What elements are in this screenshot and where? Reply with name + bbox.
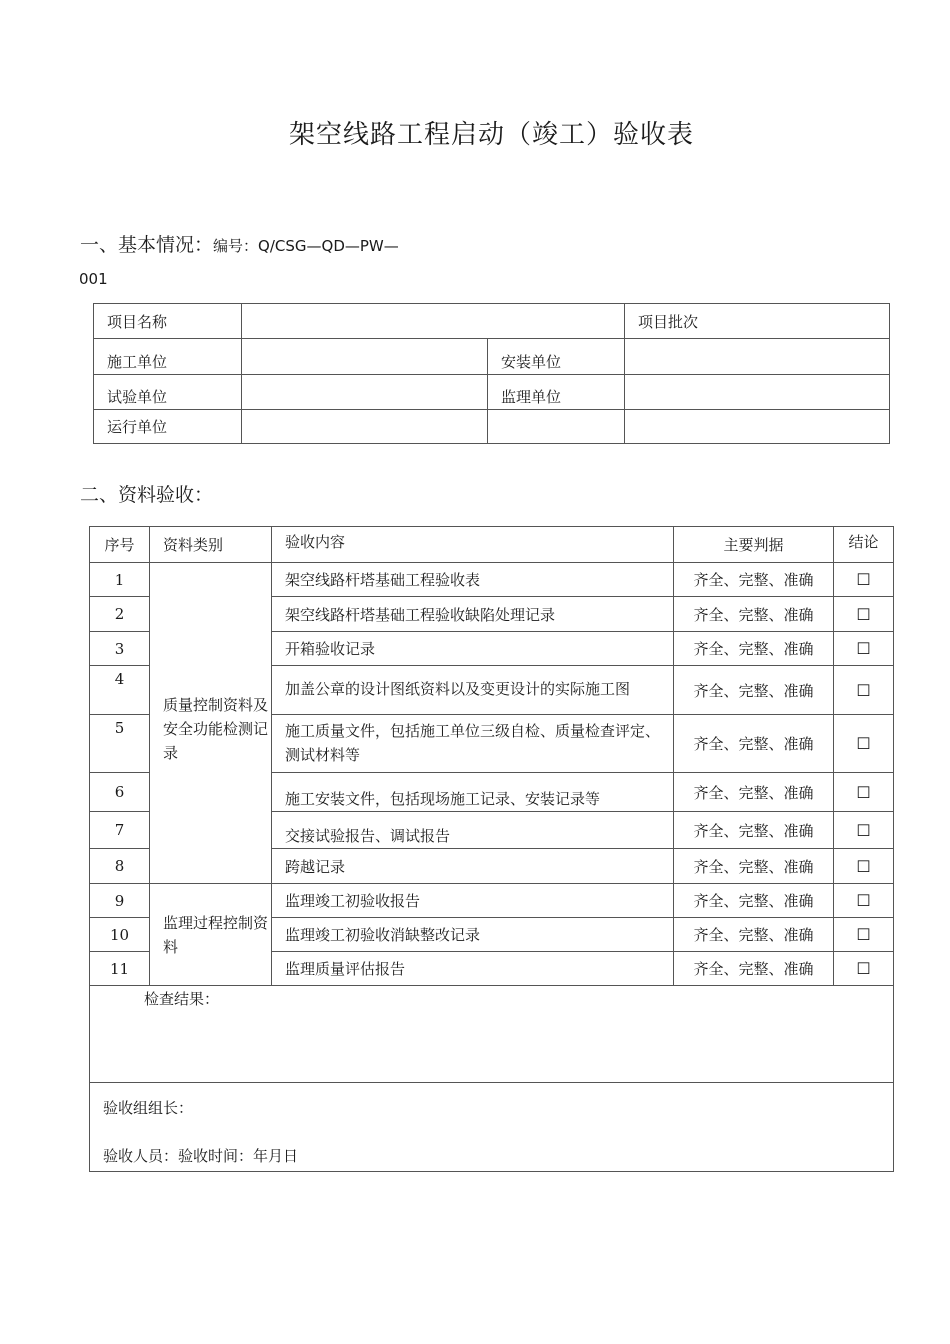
header-basis: 主要判据 [674, 527, 834, 563]
row-basis: 齐全、完整、准确 [674, 715, 834, 773]
conclusion-checkbox[interactable]: ☐ [834, 773, 894, 812]
project-name-label: 项目名称 [94, 304, 242, 339]
installation-unit-value[interactable] [625, 339, 890, 375]
test-unit-label: 试验单位 [94, 375, 242, 410]
conclusion-checkbox[interactable]: ☐ [834, 666, 894, 715]
row-content: 跨越记录 [272, 849, 674, 884]
row-no: 6 [90, 773, 150, 812]
leader-label: 验收组组长： [103, 1099, 194, 1117]
conclusion-checkbox[interactable]: ☐ [834, 597, 894, 632]
conclusion-checkbox[interactable]: ☐ [834, 563, 894, 597]
row-basis: 齐全、完整、准确 [674, 812, 834, 849]
signature-cell[interactable] [90, 1083, 894, 1172]
row-no: 11 [90, 952, 150, 986]
row-no: 1 [90, 563, 150, 597]
section-basic-heading [80, 230, 399, 257]
conclusion-checkbox[interactable]: ☐ [834, 918, 894, 952]
header-category: 资料类别 [150, 527, 272, 563]
category-supervision-control: 监理过程控制资料 [150, 884, 272, 986]
supervision-unit-label: 监理单位 [488, 375, 625, 410]
row-basis: 齐全、完整、准确 [674, 632, 834, 666]
row-no: 5 [90, 715, 150, 773]
row-content: 交接试验报告、调试报告 [272, 812, 674, 849]
members-label: 验收人员：验收时间：年月日 [103, 1147, 299, 1165]
row-basis: 齐全、完整、准确 [674, 563, 834, 597]
row-content: 监理质量评估报告 [272, 952, 674, 986]
row-basis: 齐全、完整、准确 [674, 884, 834, 918]
conclusion-checkbox[interactable]: ☐ [834, 884, 894, 918]
section-basic-title: 一、基本情况： [80, 234, 214, 256]
header-no: 序号 [90, 527, 150, 563]
empty-cell [488, 410, 625, 444]
category-quality-control: 质量控制资料及安全功能检测记录 [150, 563, 272, 884]
supervision-unit-value[interactable] [625, 375, 890, 410]
construction-unit-label: 施工单位 [94, 339, 242, 375]
project-name-value[interactable] [242, 304, 625, 339]
row-content: 监理竣工初验收报告 [272, 884, 674, 918]
operation-unit-label: 运行单位 [94, 410, 242, 444]
conclusion-checkbox[interactable]: ☐ [834, 952, 894, 986]
row-no: 9 [90, 884, 150, 918]
row-content: 施工安装文件，包括现场施工记录、安装记录等 [272, 773, 674, 812]
row-no: 8 [90, 849, 150, 884]
form-code-tail: 001 [79, 270, 108, 288]
conclusion-checkbox[interactable]: ☐ [834, 812, 894, 849]
row-basis: 齐全、完整、准确 [674, 918, 834, 952]
operation-unit-value[interactable] [242, 410, 488, 444]
row-content: 加盖公章的设计图纸资料以及变更设计的实际施工图 [272, 666, 674, 715]
header-conclusion: 结论 [834, 527, 894, 563]
empty-cell [625, 410, 890, 444]
row-content: 架空线路杆塔基础工程验收表 [272, 563, 674, 597]
row-no: 3 [90, 632, 150, 666]
row-basis: 齐全、完整、准确 [674, 666, 834, 715]
conclusion-checkbox[interactable]: ☐ [834, 715, 894, 773]
installation-unit-label: 安装单位 [488, 339, 625, 375]
row-content: 架空线路杆塔基础工程验收缺陷处理记录 [272, 597, 674, 632]
row-no: 10 [90, 918, 150, 952]
row-no: 2 [90, 597, 150, 632]
row-basis: 齐全、完整、准确 [674, 952, 834, 986]
conclusion-checkbox[interactable]: ☐ [834, 849, 894, 884]
document-acceptance-table [89, 526, 894, 1172]
basic-info-table [93, 303, 890, 444]
page-title: 架空线路工程启动（竣工）验收表 [288, 120, 694, 150]
section-docs-heading: 二、资料验收： [80, 484, 214, 506]
row-basis: 齐全、完整、准确 [674, 849, 834, 884]
header-content: 验收内容 [272, 527, 674, 563]
form-code: Q/CSG—QD—PW— [258, 237, 399, 255]
row-no: 7 [90, 812, 150, 849]
row-content: 施工质量文件，包括施工单位三级自检、质量检查评定、测试材料等 [272, 715, 674, 773]
row-basis: 齐全、完整、准确 [674, 773, 834, 812]
row-content: 开箱验收记录 [272, 632, 674, 666]
row-content: 监理竣工初验收消缺整改记录 [272, 918, 674, 952]
construction-unit-value[interactable] [242, 339, 488, 375]
check-result-cell[interactable] [90, 986, 894, 1083]
row-no: 4 [90, 666, 150, 715]
test-unit-value[interactable] [242, 375, 488, 410]
row-basis: 齐全、完整、准确 [674, 597, 834, 632]
check-result-label: 检查结果： [144, 990, 220, 1008]
project-batch-label[interactable]: 项目批次 [625, 304, 890, 339]
conclusion-checkbox[interactable]: ☐ [834, 632, 894, 666]
form-code-label: 编号： [213, 237, 259, 255]
